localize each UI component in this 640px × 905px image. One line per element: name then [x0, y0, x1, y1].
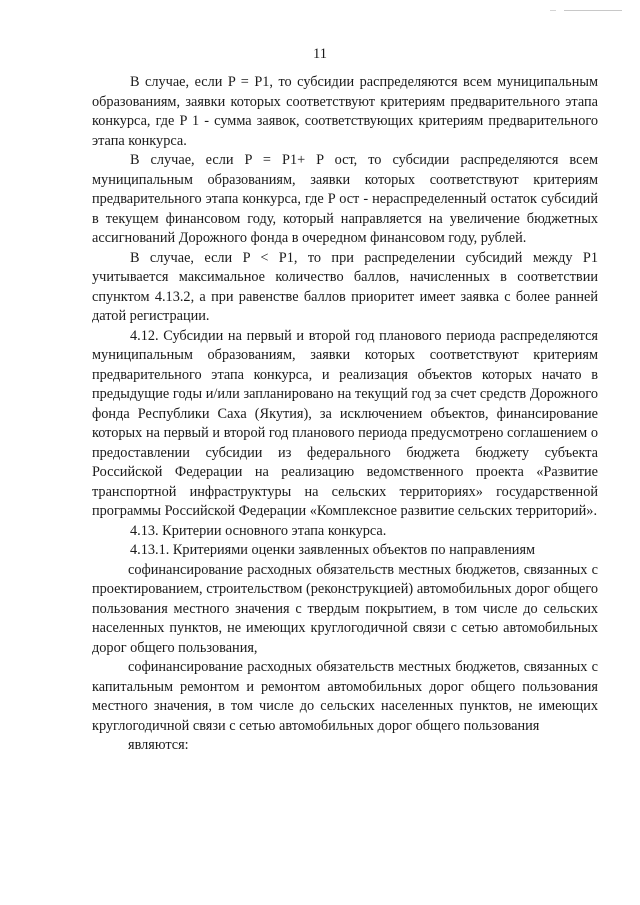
scan-artifact-line [564, 10, 622, 11]
paragraph-case-remainder: В случае, если P = P1+ P ост, то субсидии распределяются всем муниципальным образованиям, заявки которых соответствуют критериям предварительного этапа конкурса, где P ост - нераспределенный остаток субсидий в текущем финансовом году, который направляется на увеличение бюджетных ассигнований Дорожного фонда в очередном финансовом году, рублей. [92, 152, 598, 246]
paragraph-case-less: В случае, если P < P1, то при распределении субсидий между P1 учитывается максимальное количество баллов, начисленных в соответствии спунктом 4.13.2, а при равенстве баллов приоритет имеет заявка с более ранней датой регистрации. [92, 249, 598, 324]
paragraph-case-equal: В случае, если P = P1, то субсидии распределяются всем муниципальным образованиям, заявки которых соответствуют критериям предварительного этапа конкурса, где P 1 - сумма заявок, соответствующих критериям предварительного этапа конкурса. [92, 74, 598, 149]
page-number: 11 [313, 46, 327, 62]
document-body [92, 73, 598, 756]
paragraph-cofinancing-repair: софинансирование расходных обязательств местных бюджетов, связанных с капитальным ремонтом и ремонтом автомобильных дорог общего пользования местного значения, в том числе до сельских населенных пунктов, не имеющих круглогодичной связи с сетью автомобильных дорог общего пользования [92, 659, 598, 734]
paragraph-4-13: 4.13. Критерии основного этапа конкурса. [130, 522, 387, 539]
paragraph-cofinancing-construction: софинансирование расходных обязательств местных бюджетов, связанных с проектированием, строительством (реконструкцией) автомобильных дорог общего пользования местного значения с твердым покрытием, в том числе до сельских населенных пунктов, не имеющих круглогодичной связи с сетью автомобильных дорог общего пользования, [92, 561, 598, 656]
paragraph-4-12: 4.12. Субсидии на первый и второй год планового периода распределяются муниципальным образованиям, заявки которых соответствуют критериям предварительного этапа конкурса, и реализация объектов которых начато в предыдущие годы и/или запланировано на текущий год за счет средств Дорожного фонда Республики Саха (Якутия), за исключением объектов, финансирование которых на первый и второй год планового периода предусмотрено соглашением о предоставлении субсидии из федерального бюджета бюджету субъекта Российской Федерации на реализацию ведомственного проекта «Развитие транспортной инфраструктуры на сельских территориях» государственной программы Российской Федерации «Комплексное развитие сельских территорий». [92, 327, 598, 519]
paragraph-4-13-1: 4.13.1. Критериями оценки заявленных объектов по направлениям [130, 542, 536, 558]
paragraph-are: являются: [128, 737, 189, 753]
